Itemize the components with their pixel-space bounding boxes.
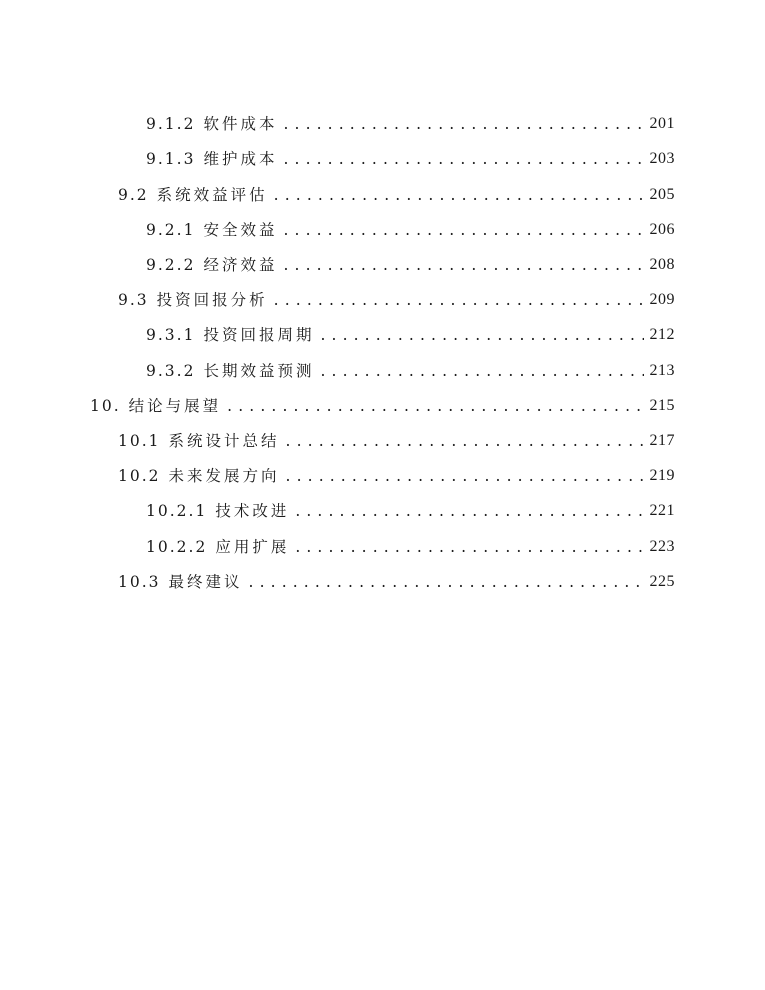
toc-entry-page-number: 206 [649,221,675,238]
toc-entry-page-number: 213 [649,362,675,379]
toc-entry-9-2-2[interactable] [146,253,675,277]
dot-leader [274,183,644,207]
dot-leader [227,394,647,418]
toc-entry-page-number: 225 [649,573,675,590]
dot-leader [249,570,644,594]
toc-entry-9-1-3[interactable] [146,147,675,171]
toc-entry-page-number: 209 [649,291,675,308]
toc-entry-number: 9.2 [118,186,149,204]
dot-leader [320,323,643,347]
toc-entry-title: 投资回报周期 [203,326,315,344]
toc-entry-page-number: 203 [649,150,675,167]
toc-entry-title: 软件成本 [203,115,278,133]
dot-leader [295,535,643,559]
toc-entry-10[interactable] [90,394,675,418]
toc-entry-number: 9.3.1 [146,326,196,344]
dot-leader [286,464,644,488]
toc-entry-number: 9.3.2 [146,362,196,380]
toc-entry-number: 9.1.2 [146,115,196,133]
toc-entry-page-number: 205 [649,186,675,203]
toc-entry-9-1-2[interactable] [146,112,675,136]
toc-entry-9-3-1[interactable] [146,323,675,347]
toc-entry-page-number: 217 [649,432,675,449]
toc-entry-9-2[interactable] [118,183,675,207]
toc-entry-number: 10.1 [118,432,161,450]
toc-entry-number: 9.1.3 [146,150,196,168]
toc-entry-page-number: 212 [649,326,675,343]
toc-entry-title: 未来发展方向 [168,467,280,485]
dot-leader [286,429,644,453]
toc-entry-9-3[interactable] [118,288,675,312]
toc-entry-page-number: 219 [649,467,675,484]
dot-leader [283,112,643,136]
dot-leader [274,288,644,312]
toc-entry-title: 应用扩展 [215,538,290,556]
toc-entry-title: 投资回报分析 [156,291,268,309]
toc-entry-10-2[interactable] [118,464,675,488]
toc-entry-number: 10.2.1 [146,502,208,520]
toc-entry-page-number: 208 [649,256,675,273]
toc-entry-title: 系统效益评估 [156,186,268,204]
toc-entry-title: 系统设计总结 [168,432,280,450]
toc-entry-10-2-1[interactable] [146,499,675,523]
toc-entry-9-2-1[interactable] [146,218,675,242]
toc-entry-title: 最终建议 [168,573,243,591]
toc-entry-number: 10. [90,397,121,415]
dot-leader [283,253,643,277]
toc-entry-page-number: 223 [649,538,675,555]
toc-entry-number: 9.2.2 [146,256,196,274]
toc-entry-page-number: 215 [649,397,675,414]
toc-entry-9-3-2[interactable] [146,359,675,383]
toc-entry-number: 10.2 [118,467,161,485]
toc-entry-page-number: 201 [649,115,675,132]
toc-entry-number: 10.3 [118,573,161,591]
toc-entry-page-number: 221 [649,502,675,519]
toc-entry-title: 技术改进 [215,502,290,520]
toc-entry-title: 长期效益预测 [203,362,315,380]
dot-leader [283,218,643,242]
dot-leader [283,147,643,171]
dot-leader [320,359,643,383]
toc-entry-number: 9.2.1 [146,221,196,239]
toc-entry-title: 经济效益 [203,256,278,274]
toc-entry-number: 10.2.2 [146,538,208,556]
toc-entry-title: 结论与展望 [128,397,222,415]
toc-entry-10-1[interactable] [118,429,675,453]
toc-entry-title: 安全效益 [203,221,278,239]
toc-entry-10-3[interactable] [118,570,675,594]
dot-leader [295,499,643,523]
toc-entry-10-2-2[interactable] [146,535,675,559]
toc-entry-title: 维护成本 [203,150,278,168]
toc-entry-number: 9.3 [118,291,149,309]
